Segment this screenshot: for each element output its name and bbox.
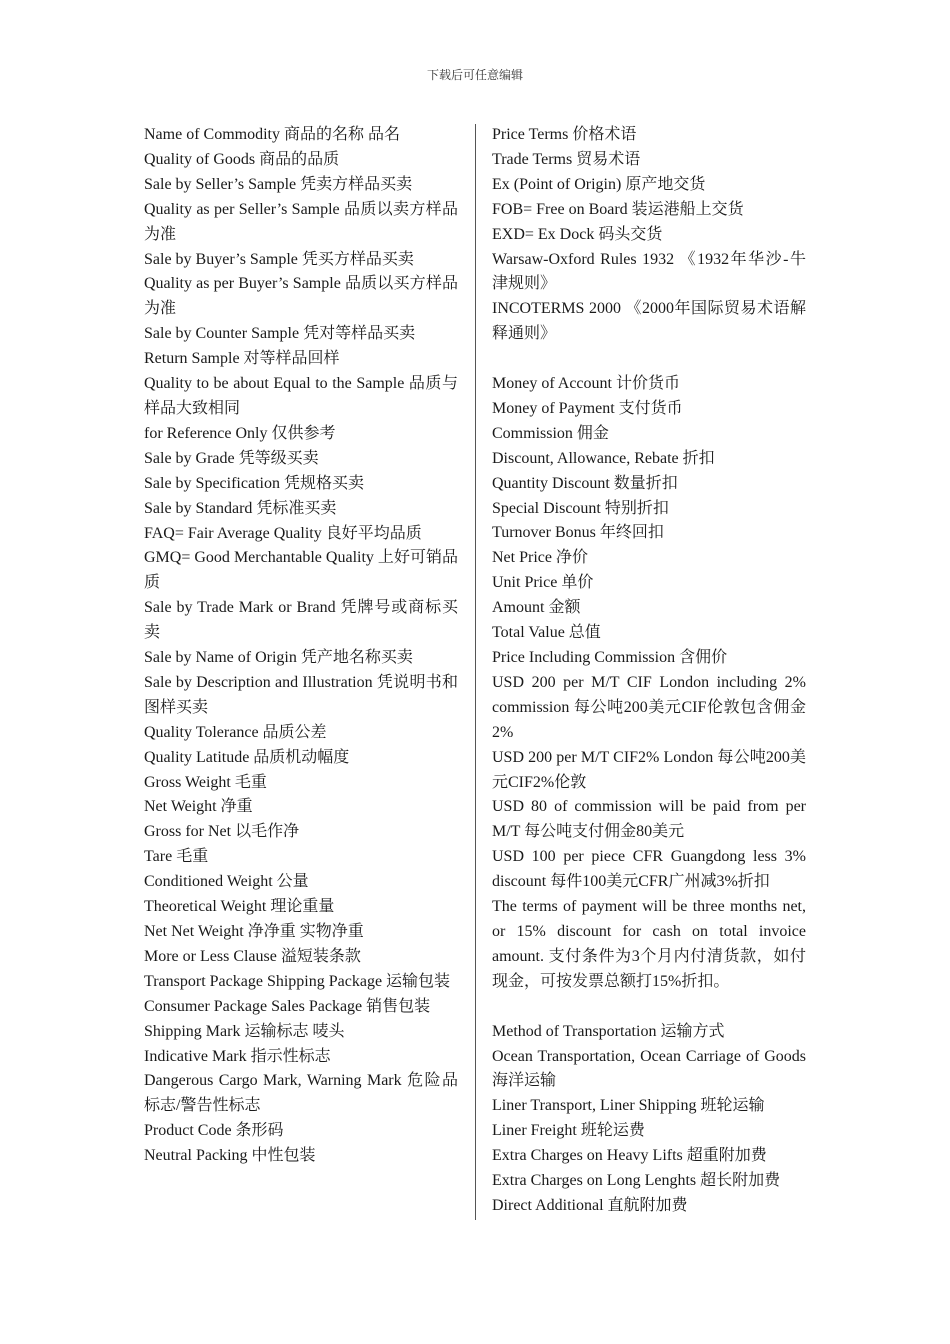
term-entry: INCOTERMS 2000 《2000年国际贸易术语解释通则》 xyxy=(492,300,806,343)
term-entry: Neutral Packing 中性包装 xyxy=(144,1147,316,1165)
term-entry: Ex (Point of Origin) 原产地交货 xyxy=(492,175,706,193)
term-entry: Quality as per Buyer’s Sample 品质以买方样品为准 xyxy=(144,275,458,318)
term-entry: Sale by Grade 凭等级买卖 xyxy=(144,449,319,467)
term-entry: Theoretical Weight 理论重量 xyxy=(144,898,335,916)
term-entry: Net Net Weight 净净重 实物净重 xyxy=(144,923,364,940)
term-entry: Sale by Standard 凭标准买卖 xyxy=(144,499,337,517)
term-entry: Ocean Transportation, Ocean Carriage of Goods 海洋运输 xyxy=(492,1047,806,1090)
term-entry: Consumer Package Sales Package 销售包装 xyxy=(144,997,431,1015)
term-entry: Conditioned Weight 公量 xyxy=(144,873,309,891)
left-term-column xyxy=(144,123,458,1169)
term-entry: for Reference Only 仅供参考 xyxy=(144,424,336,442)
section-spacer xyxy=(492,347,806,372)
term-entry: Transport Package Shipping Package 运输包装 xyxy=(144,972,451,990)
term-entry: Sale by Trade Mark or Brand 凭牌号或商标买卖 xyxy=(144,599,458,642)
term-entry: Trade Terms 贸易术语 xyxy=(492,150,641,168)
term-entry: FAQ= Fair Average Quality 良好平均品质 xyxy=(144,524,422,542)
term-entry: EXD= Ex Dock 码头交货 xyxy=(492,225,663,243)
term-entry: More or Less Clause 溢短装条款 xyxy=(144,947,361,965)
term-entry: Unit Price 单价 xyxy=(492,574,594,592)
term-entry: Sale by Name of Origin 凭产地名称买卖 xyxy=(144,649,413,667)
term-entry: Sale by Description and Illustration 凭说明书和图样买卖 xyxy=(144,673,458,716)
term-entry: Special Discount 特别折扣 xyxy=(492,499,669,517)
term-entry: Name of Commodity 商品的名称 品名 xyxy=(144,126,400,143)
term-entry: Tare 毛重 xyxy=(144,848,209,866)
term-entry: Extra Charges on Heavy Lifts 超重附加费 xyxy=(492,1147,767,1165)
term-entry: Discount, Allowance, Rebate 折扣 xyxy=(492,449,715,467)
section-spacer xyxy=(492,995,806,1020)
term-entry: Amount 金额 xyxy=(492,599,581,617)
term-entry: Dangerous Cargo Mark, Warning Mark 危险品标志/警告性标志 xyxy=(144,1072,458,1115)
term-entry: USD 200 per M/T CIF London including 2% commission 每公吨200美元CIF伦敦包含佣金2% xyxy=(492,673,806,741)
term-entry: USD 200 per M/T CIF2% London 每公吨200美元CIF2%伦敦 xyxy=(492,748,806,791)
term-entry: Warsaw-Oxford Rules 1932 《1932年华沙-牛津规则》 xyxy=(492,250,806,293)
term-entry: USD 100 per piece CFR Guangdong less 3% discount 每件100美元CFR广州减3%折扣 xyxy=(492,848,806,891)
term-entry: Sale by Specification 凭规格买卖 xyxy=(144,474,364,492)
term-entry: Quality Tolerance 品质公差 xyxy=(144,723,327,741)
term-entry: The terms of payment will be three months net, or 15% discount for cash on total invoice amount. 支付条件为3个月内付清货款，如付现金，可按发票总额打15%折扣。 xyxy=(492,898,806,990)
term-entry: Indicative Mark 指示性标志 xyxy=(144,1047,331,1065)
term-entry: Quantity Discount 数量折扣 xyxy=(492,474,678,492)
term-entry: Sale by Seller’s Sample 凭卖方样品买卖 xyxy=(144,175,413,193)
term-entry: Quality Latitude 品质机动幅度 xyxy=(144,748,350,766)
term-entry: Quality of Goods 商品的品质 xyxy=(144,150,340,168)
term-entry: Total Value 总值 xyxy=(492,624,601,642)
term-entry: Liner Transport, Liner Shipping 班轮运输 xyxy=(492,1097,765,1115)
term-entry: Money of Payment 支付货币 xyxy=(492,399,683,417)
column-divider xyxy=(475,124,476,1220)
term-entry: GMQ= Good Merchantable Quality 上好可销品质 xyxy=(144,549,458,592)
term-entry: Quality to be about Equal to the Sample 品质与样品大致相同 xyxy=(144,375,458,417)
term-entry: Sale by Counter Sample 凭对等样品买卖 xyxy=(144,325,416,343)
term-entry: Quality as per Seller’s Sample 品质以卖方样品为准 xyxy=(144,200,458,243)
term-entry: Product Code 条形码 xyxy=(144,1122,284,1140)
term-entry: Method of Transportation 运输方式 xyxy=(492,1022,725,1040)
term-entry: Shipping Mark 运输标志 唛头 xyxy=(144,1022,345,1040)
term-entry: Net Price 净价 xyxy=(492,549,588,567)
term-entry: Net Weight 净重 xyxy=(144,798,253,816)
term-entry: FOB= Free on Board 装运港船上交货 xyxy=(492,200,744,218)
term-entry: Sale by Buyer’s Sample 凭买方样品买卖 xyxy=(144,250,414,268)
term-entry: Direct Additional 直航附加费 xyxy=(492,1196,688,1214)
term-entry: Turnover Bonus 年终回扣 xyxy=(492,524,664,542)
right-term-column xyxy=(492,123,806,1219)
term-entry: Gross Weight 毛重 xyxy=(144,773,267,791)
term-entry: Price Including Commission 含佣价 xyxy=(492,649,728,667)
term-entry: Extra Charges on Long Lenghts 超长附加费 xyxy=(492,1172,781,1190)
term-entry: Commission 佣金 xyxy=(492,424,609,442)
term-entry: Money of Account 计价货币 xyxy=(492,375,680,393)
term-entry: Liner Freight 班轮运费 xyxy=(492,1122,645,1140)
term-entry: USD 80 of commission will be paid from per M/T 每公吨支付佣金80美元 xyxy=(492,798,806,841)
term-entry: Price Terms 价格术语 xyxy=(492,126,637,143)
term-entry: Return Sample 对等样品回样 xyxy=(144,350,340,368)
page-header: 下载后可任意编辑 xyxy=(426,68,523,82)
term-entry: Gross for Net 以毛作净 xyxy=(144,823,300,841)
